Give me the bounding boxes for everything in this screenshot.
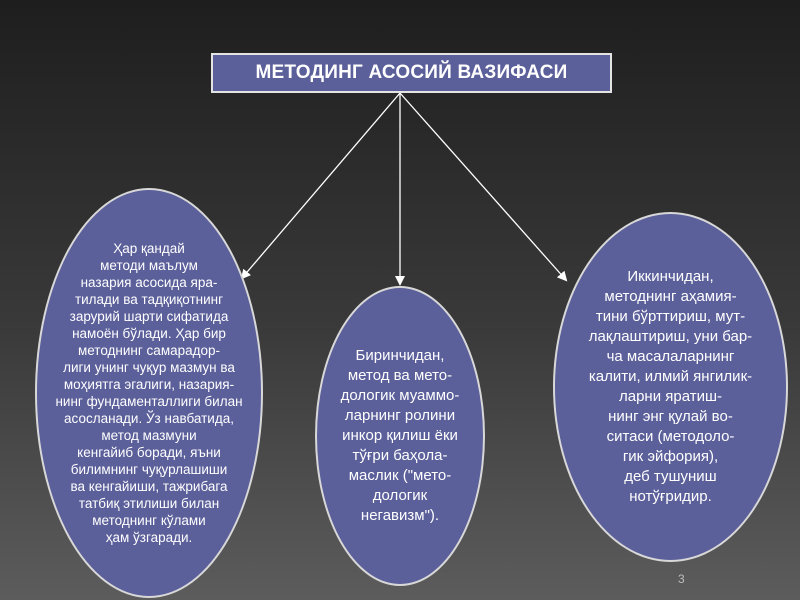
oval-text-line: гик эйфория), [622, 448, 719, 465]
oval-text-line: методнинг самарадор- [77, 343, 221, 358]
left-oval [35, 188, 263, 598]
oval-text-line: татбиқ этилиши билан [78, 496, 220, 511]
right-oval-text [589, 267, 752, 507]
oval-text-line: лиги унинг чуқур мазмун ва [63, 360, 235, 375]
oval-text-line: нинг энг қулай во- [608, 408, 733, 425]
oval-text-line: кенгайиб боради, яъни [77, 445, 221, 460]
oval-text-line: Биринчидан, [355, 347, 445, 364]
oval-text-line: дологик муаммо- [340, 387, 460, 404]
oval-text-line: лақлаштириш, уни бар- [588, 328, 753, 345]
oval-text-line: ларни яратиш- [618, 388, 722, 405]
oval-text-line: ча масалаларнинг [606, 348, 735, 365]
oval-text-line: метод мазмуни [101, 428, 197, 443]
page-number: 3 [678, 572, 685, 586]
oval-text-line: моҳиятга эгалиги, назария- [63, 377, 235, 392]
oval-text-line: Ҳар қандай [113, 241, 185, 256]
oval-text-line: тилади ва тадқиқотнинг [74, 292, 224, 307]
oval-text-line: намоён бўлади. Ҳар бир [72, 326, 226, 341]
oval-text-line: инкор қилиш ёки [342, 427, 458, 444]
oval-text-line: методнинг аҳамия- [604, 288, 737, 305]
oval-text-line: назария асосида яра- [80, 275, 218, 290]
oval-text-line: билимнинг чуқурлашиши [70, 462, 228, 477]
oval-text-line: нинг фундаменталлиги билан [55, 394, 243, 409]
oval-text-line: зарурий шарти сифатида [69, 309, 229, 324]
oval-text-line: Иккинчидан, [627, 268, 714, 285]
arrow-to-right-oval [400, 93, 566, 280]
middle-oval [315, 286, 485, 586]
oval-text-line: асосланади. Ўз навбатида, [64, 411, 234, 426]
right-oval [553, 212, 788, 562]
oval-text-line: калити, илмий янгилик- [588, 368, 753, 385]
oval-text-line: маслик ("мето- [348, 467, 452, 484]
oval-text-line: методи маълум [100, 258, 198, 273]
middle-oval-text [341, 346, 460, 526]
oval-text-line: методнинг кўлами [92, 513, 206, 528]
left-oval-text [55, 240, 242, 546]
oval-text-line: ва кенгайиши, тажрибага [70, 479, 228, 494]
oval-text-line: деб тушуниш [624, 468, 717, 485]
oval-text-line: тини бўрттириш, мут- [595, 308, 746, 325]
arrow-to-left-oval [242, 93, 400, 278]
oval-text-line: тўғри баҳола- [352, 447, 448, 464]
oval-text-line: ҳам ўзгаради. [105, 530, 193, 545]
oval-text-line: ларнинг ролини [344, 407, 456, 424]
diagram-title-box [211, 53, 612, 93]
oval-text-line: ситаси (методоло- [606, 428, 735, 445]
oval-text-line: дологик [372, 487, 428, 504]
oval-text-line: негавизм"). [360, 507, 440, 524]
oval-text-line: нотўғридир. [629, 488, 712, 505]
oval-text-line: метод ва мето- [347, 367, 453, 384]
diagram-title: МЕТОДИНГ АСОСИЙ ВАЗИФАСИ [255, 62, 568, 83]
